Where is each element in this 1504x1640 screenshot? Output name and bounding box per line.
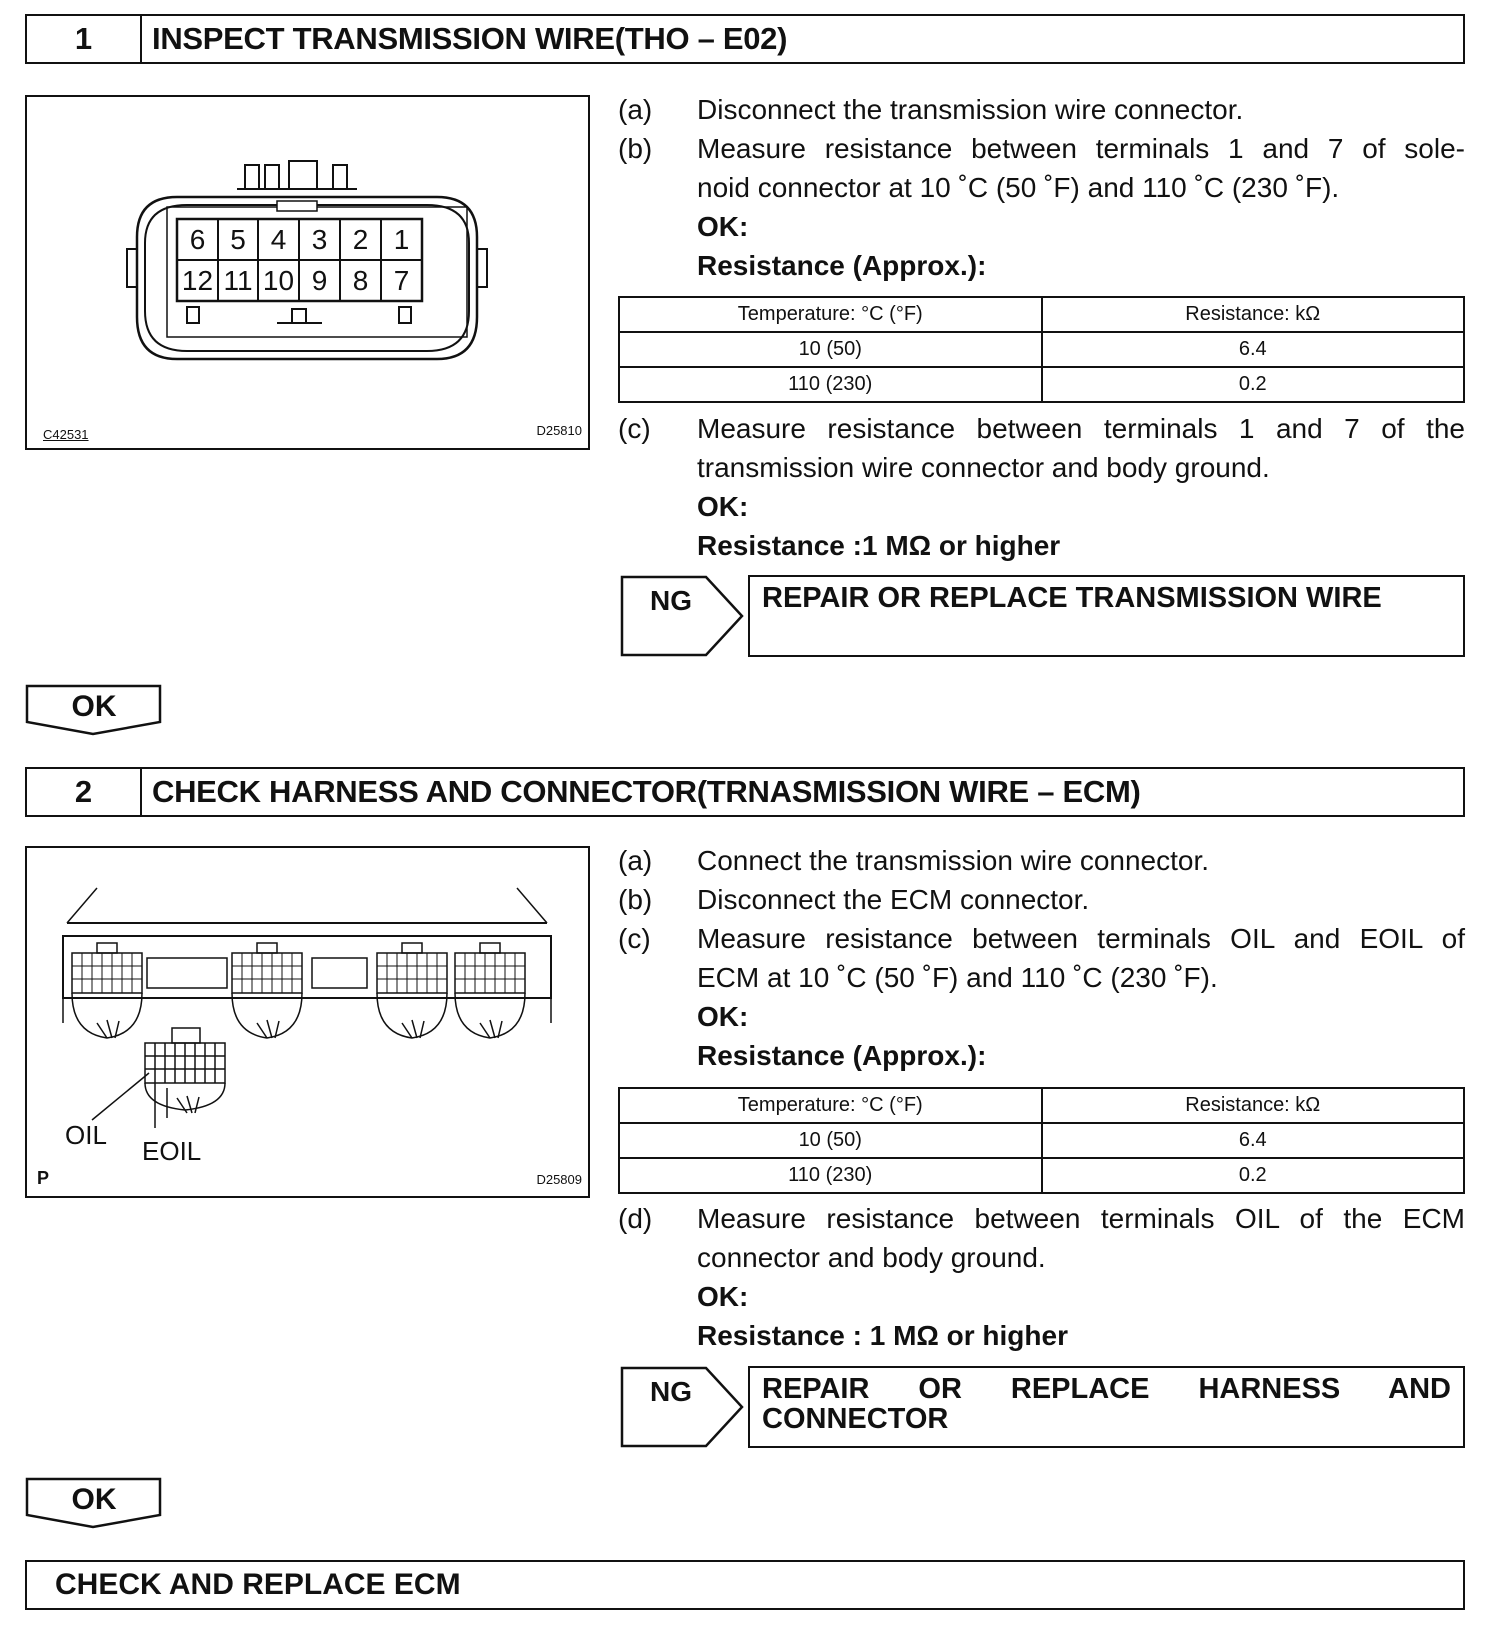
- ecm-connector-diagram: [27, 848, 588, 1196]
- ok-label: OK:: [697, 1001, 749, 1032]
- step-2-header: [25, 767, 1465, 817]
- step-a-text: Connect the transmission wire connector.: [697, 845, 1210, 876]
- terminal-11: 11: [223, 265, 253, 296]
- step-c-line1: Measure resistance between terminals 1 and 7 of the: [697, 413, 1465, 444]
- terminal-5: 5: [230, 224, 246, 255]
- step-2-number: 2: [27, 769, 142, 815]
- ok-label: OK:: [697, 491, 749, 522]
- step-d-line2: connector and body ground.: [697, 1242, 1046, 1273]
- step-a-label: (a): [618, 845, 653, 876]
- step-1-header: [25, 14, 1465, 64]
- terminal-8: 8: [352, 265, 369, 296]
- resistance-heading: Resistance (Approx.):: [697, 250, 987, 281]
- step-b-label: (b): [618, 884, 653, 915]
- step-1-number: 1: [27, 16, 142, 62]
- table-cell: 110 (230): [619, 1158, 1042, 1193]
- terminal-row-top: [177, 219, 422, 260]
- step-c-label: (c): [618, 923, 651, 954]
- ng-action-box: [748, 1366, 1465, 1448]
- ng-label: NG: [650, 1376, 692, 1407]
- step-c-line1: Measure resistance between terminals OIL and EOIL of: [697, 923, 1465, 954]
- table-row: [619, 332, 1464, 367]
- step-b-text: Disconnect the ECM connector.: [697, 884, 1090, 915]
- ok-label: OK:: [697, 1281, 749, 1312]
- ecm-figure: [25, 846, 590, 1198]
- table-header-row: [619, 1088, 1464, 1123]
- table-header: Resistance: kΩ: [1042, 1088, 1465, 1123]
- resistance-spec: Resistance :1 MΩ or higher: [697, 530, 1061, 561]
- step-2-title: CHECK HARNESS AND CONNECTOR(TRNASMISSION WIRE – ECM): [152, 774, 1141, 809]
- ng-action-text: REPAIR OR REPLACE TRANSMISSION WIRE: [762, 582, 1382, 614]
- table-cell: 6.4: [1042, 332, 1465, 367]
- terminal-1: 1: [393, 224, 410, 255]
- terminal-2: 2: [352, 224, 369, 255]
- table-cell: 0.2: [1042, 1158, 1465, 1193]
- table-row: [619, 1123, 1464, 1158]
- step-d-line1: Measure resistance between terminals OIL of the ECM: [697, 1203, 1465, 1234]
- label-eoil: EOIL: [142, 1136, 202, 1166]
- ng-action-box: [748, 575, 1465, 657]
- resistance-spec: Resistance : 1 MΩ or higher: [697, 1320, 1068, 1351]
- table-header: Temperature: °C (°F): [619, 1088, 1042, 1123]
- step-b-line2: noid connector at 10 ˚C (50 ˚F) and 110 ˚C (230 ˚F).: [697, 172, 1340, 203]
- ng-action-line1: REPAIR OR REPLACE HARNESS AND: [762, 1373, 1451, 1405]
- step-1-title: INSPECT TRANSMISSION WIRE(THO – E02): [152, 21, 788, 56]
- ok-label: OK:: [697, 211, 749, 242]
- table-header-row: [619, 297, 1464, 332]
- table-row: [619, 367, 1464, 402]
- resistance-heading: Resistance (Approx.):: [697, 1040, 987, 1071]
- ng-label: NG: [650, 585, 692, 616]
- terminal-3: 3: [311, 224, 328, 255]
- terminal-10: 10: [262, 265, 295, 296]
- terminal-row-bottom: [177, 260, 422, 301]
- step-c-line2: ECM at 10 ˚C (50 ˚F) and 110 ˚C (230 ˚F).: [697, 962, 1218, 993]
- step-d-label: (d): [618, 1203, 653, 1234]
- step-a-text: Disconnect the transmission wire connector.: [697, 94, 1244, 125]
- resistance-table: [618, 296, 1465, 403]
- table-header: Temperature: °C (°F): [619, 297, 1042, 332]
- figure-code-left: C42531: [43, 427, 89, 442]
- terminal-7: 7: [393, 265, 410, 296]
- figure-code-right: D25810: [536, 423, 582, 438]
- step-b-label: (b): [618, 133, 653, 164]
- table-cell: 110 (230): [619, 367, 1042, 402]
- table-cell: 6.4: [1042, 1123, 1465, 1158]
- figure-code-right: D25809: [536, 1172, 582, 1187]
- final-step-title: CHECK AND REPLACE ECM: [55, 1568, 461, 1601]
- terminal-6: 6: [189, 224, 206, 255]
- table-cell: 10 (50): [619, 1123, 1042, 1158]
- table-header: Resistance: kΩ: [1042, 297, 1465, 332]
- table-cell: 10 (50): [619, 332, 1042, 367]
- table-row: [619, 1158, 1464, 1193]
- step-b-line1: Measure resistance between terminals 1 and 7 of sole-: [697, 133, 1465, 164]
- step-a-label: (a): [618, 94, 653, 125]
- ok-tab-label: OK: [71, 690, 117, 723]
- step-c-line2: transmission wire connector and body ground.: [697, 452, 1270, 483]
- resistance-table: [618, 1087, 1465, 1194]
- connector-figure: [25, 95, 590, 450]
- table-cell: 0.2: [1042, 367, 1465, 402]
- ng-action-line2: CONNECTOR: [762, 1403, 949, 1435]
- label-p: P: [37, 1168, 50, 1188]
- final-step-box: [25, 1560, 1465, 1610]
- terminal-12: 12: [181, 265, 214, 296]
- terminal-4: 4: [270, 224, 287, 255]
- ok-tab-label: OK: [71, 1483, 117, 1516]
- label-oil: OIL: [65, 1120, 107, 1150]
- terminal-9: 9: [311, 265, 328, 296]
- step-c-label: (c): [618, 413, 651, 444]
